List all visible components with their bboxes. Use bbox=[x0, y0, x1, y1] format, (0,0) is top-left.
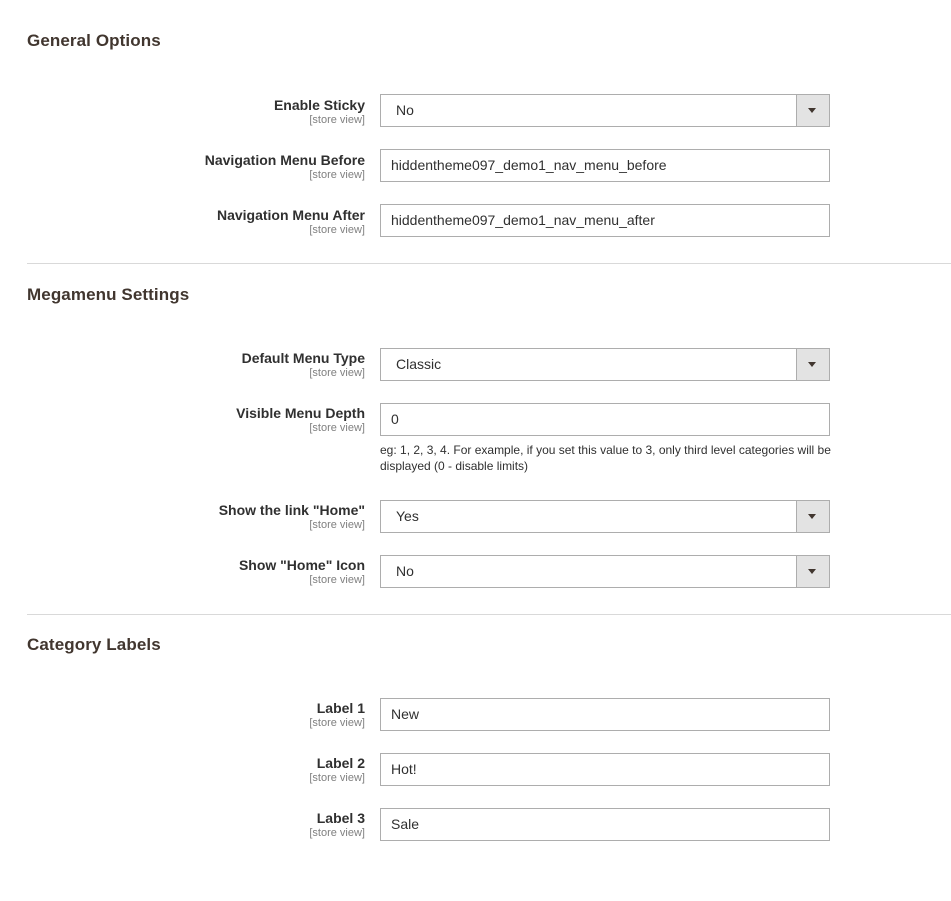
enable-sticky-select[interactable] bbox=[380, 94, 830, 127]
field-scope-text: [store view] bbox=[309, 574, 365, 586]
select-value: No bbox=[396, 563, 414, 579]
field-label bbox=[274, 96, 365, 126]
show-home-link-select[interactable] bbox=[380, 500, 830, 533]
field-label bbox=[239, 556, 365, 586]
chevron-down-icon bbox=[808, 569, 816, 574]
label-2-input[interactable] bbox=[380, 753, 830, 786]
field-label bbox=[205, 151, 365, 181]
field-label-text: Label 2 bbox=[316, 755, 365, 771]
nav-menu-before-input[interactable] bbox=[380, 149, 830, 182]
field-label bbox=[242, 349, 365, 379]
select-value: No bbox=[396, 102, 414, 118]
field-scope-text: [store view] bbox=[309, 772, 365, 784]
section-title-general-options: General Options bbox=[27, 31, 161, 50]
field-scope-text: [store view] bbox=[309, 114, 365, 126]
field-label-text: Default Menu Type bbox=[241, 350, 365, 366]
select-toggle[interactable] bbox=[796, 349, 829, 380]
input-value: New bbox=[391, 706, 420, 722]
input-value: 0 bbox=[391, 411, 399, 427]
select-value: Yes bbox=[396, 508, 419, 524]
section-divider bbox=[27, 263, 951, 264]
input-value: Sale bbox=[391, 816, 420, 832]
chevron-down-icon bbox=[808, 108, 816, 113]
field-label bbox=[236, 404, 365, 434]
section-divider bbox=[27, 614, 951, 615]
select-toggle[interactable] bbox=[796, 556, 829, 587]
field-scope-text: [store view] bbox=[309, 717, 365, 729]
field-label bbox=[309, 754, 365, 784]
select-toggle[interactable] bbox=[796, 501, 829, 532]
label-3-input[interactable] bbox=[380, 808, 830, 841]
field-label-text: Show "Home" Icon bbox=[238, 557, 365, 573]
field-label bbox=[217, 206, 365, 236]
field-label bbox=[219, 501, 365, 531]
field-scope-text: [store view] bbox=[309, 827, 365, 839]
chevron-down-icon bbox=[808, 514, 816, 519]
field-scope-text: [store view] bbox=[309, 422, 365, 434]
field-scope-text: [store view] bbox=[309, 367, 365, 379]
input-value: hiddentheme097_demo1_nav_menu_before bbox=[391, 157, 667, 173]
field-note: eg: 1, 2, 3, 4. For example, if you set this value to 3, only third level categories will be displayed (0 - disable limits) bbox=[380, 443, 831, 473]
chevron-down-icon bbox=[808, 362, 816, 367]
field-scope-text: [store view] bbox=[309, 169, 365, 181]
field-scope-text: [store view] bbox=[309, 519, 365, 531]
show-home-icon-select[interactable] bbox=[380, 555, 830, 588]
select-value: Classic bbox=[396, 356, 442, 372]
field-label bbox=[309, 809, 365, 839]
label-1-input[interactable] bbox=[380, 698, 830, 731]
default-menu-type-select[interactable] bbox=[380, 348, 830, 381]
nav-menu-after-input[interactable] bbox=[380, 204, 830, 237]
field-label-text: Enable Sticky bbox=[273, 97, 365, 113]
visible-menu-depth-input[interactable] bbox=[380, 403, 830, 436]
field-label-text: Visible Menu Depth bbox=[236, 405, 365, 421]
section-title-category-labels: Category Labels bbox=[27, 635, 161, 654]
field-scope-text: [store view] bbox=[309, 224, 365, 236]
section-title-megamenu-settings: Megamenu Settings bbox=[27, 285, 190, 304]
input-value: Hot! bbox=[391, 761, 417, 777]
field-label-text: Label 1 bbox=[316, 700, 365, 716]
select-toggle[interactable] bbox=[796, 95, 829, 126]
input-value: hiddentheme097_demo1_nav_menu_after bbox=[391, 212, 655, 228]
field-label-text: Show the link "Home" bbox=[218, 502, 365, 518]
field-label-text: Navigation Menu Before bbox=[204, 152, 365, 168]
field-label-text: Navigation Menu After bbox=[216, 207, 365, 223]
field-label-text: Label 3 bbox=[316, 810, 365, 826]
field-label bbox=[309, 699, 365, 729]
